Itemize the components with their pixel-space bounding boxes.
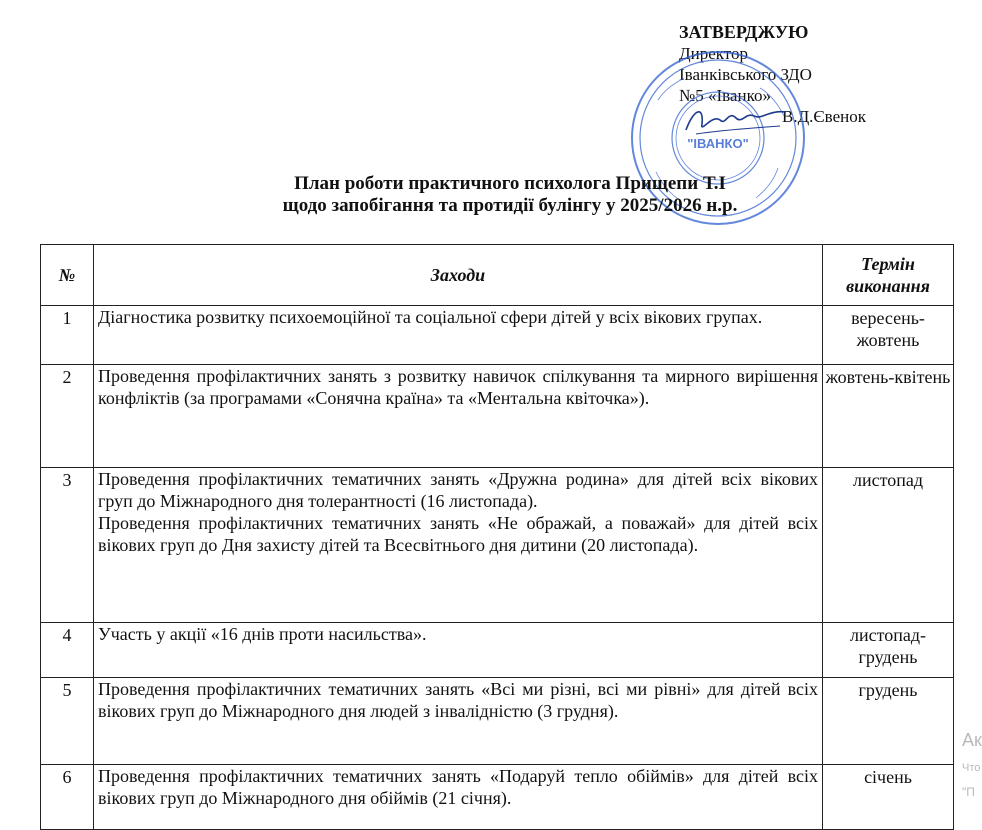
header-term: Термін виконання bbox=[823, 245, 954, 306]
activity-text: Діагностика розвитку психоемоційної та соціальної сфери дітей у всіх вікових групах. bbox=[98, 307, 763, 327]
row-number: 1 bbox=[41, 306, 94, 365]
overlay-text-line2: Что bbox=[962, 762, 981, 774]
row-activity bbox=[94, 365, 823, 468]
overlay-text-line3: "П bbox=[962, 785, 975, 799]
activity-text: Участь у акції «16 днів проти насильства». bbox=[98, 624, 427, 644]
approval-org-line1: Іванківського ЗДО bbox=[679, 65, 812, 84]
row-activity bbox=[94, 678, 823, 765]
row-term: грудень bbox=[823, 678, 954, 765]
activity-text: Проведення профілактичних тематичних занять «Дружна родина» для дітей всіх вікових груп до Міжнародного дня толерантності (16 листопада). bbox=[98, 469, 818, 511]
approval-position: Директор bbox=[679, 44, 748, 63]
stamp-center-text: "ІВАНКО" bbox=[687, 136, 749, 151]
table-row bbox=[41, 365, 954, 468]
table-header-row bbox=[41, 245, 954, 306]
table-row bbox=[41, 468, 954, 623]
row-activity bbox=[94, 765, 823, 830]
row-number: 6 bbox=[41, 765, 94, 830]
table-row bbox=[41, 678, 954, 765]
row-term: жовтень-квітень bbox=[823, 365, 954, 468]
header-activity: Заходи bbox=[94, 245, 823, 306]
header-num: № bbox=[41, 245, 94, 306]
row-number: 5 bbox=[41, 678, 94, 765]
row-number: 2 bbox=[41, 365, 94, 468]
row-term: листопад bbox=[823, 468, 954, 623]
handwritten-signature-icon bbox=[682, 100, 792, 140]
row-term: січень bbox=[823, 765, 954, 830]
row-activity bbox=[94, 468, 823, 623]
row-term: листопад-грудень bbox=[823, 623, 954, 678]
activity-text: Проведення профілактичних занять з розвитку навичок спілкування та мирного вирішення конфліктів (за програмами «Сонячна країна» та «Ментальна квіточка»). bbox=[98, 366, 818, 408]
plan-table bbox=[40, 244, 954, 830]
row-activity bbox=[94, 306, 823, 365]
document-title bbox=[130, 173, 890, 217]
row-activity bbox=[94, 623, 823, 678]
activity-text: Проведення профілактичних тематичних занять «Подаруй тепло обіймів» для дітей всіх вікових груп до Міжнародного дня обіймів (21 січня). bbox=[98, 766, 818, 808]
activity-text: Проведення профілактичних тематичних занять «Всі ми різні, всі ми рівні» для дітей всіх вікових груп до Міжнародного дня людей з інвалідністю (3 грудня). bbox=[98, 679, 818, 721]
table-row bbox=[41, 306, 954, 365]
approval-title: ЗАТВЕРДЖУЮ bbox=[679, 22, 809, 42]
document-title-line2: щодо запобігання та протидії булінгу у 2025/2026 н.р. bbox=[282, 195, 738, 216]
overlay-text-line1: Ак bbox=[962, 730, 982, 750]
approval-org-line2: №5 «Іванко» bbox=[679, 86, 771, 105]
table-row bbox=[41, 623, 954, 678]
row-number: 3 bbox=[41, 468, 94, 623]
table-row bbox=[41, 765, 954, 830]
approval-signer: В.Д.Євенок bbox=[782, 107, 866, 126]
row-term: вересень-жовтень bbox=[823, 306, 954, 365]
document-title-line1: План роботи практичного психолога Прищепи Т.І bbox=[294, 173, 726, 194]
row-number: 4 bbox=[41, 623, 94, 678]
activity-text: Проведення профілактичних тематичних занять «Не ображай, а поважай» для дітей всіх вікових груп до Дня захисту дітей та Всесвітнього дня дитини (20 листопада). bbox=[98, 513, 818, 555]
